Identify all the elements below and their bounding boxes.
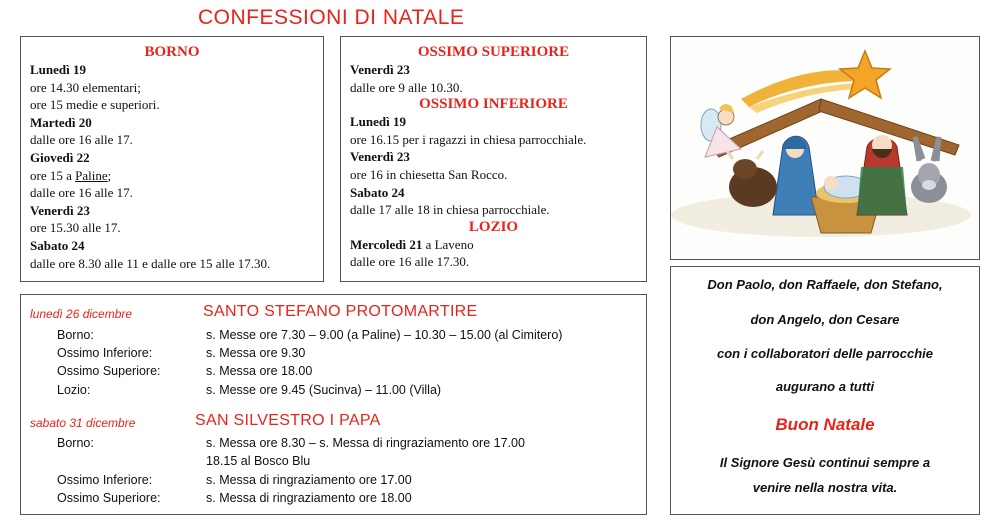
schedule-day: Mercoledì 21 (350, 236, 423, 252)
schedule-day: Martedì 20 (30, 114, 92, 130)
schedule-day: Sabato 24 (30, 237, 85, 253)
mass-place: Ossimo Superiore: (57, 364, 161, 378)
section-heading: OSSIMO INFERIORE (419, 96, 568, 113)
schedule-day: Giovedì 22 (30, 149, 90, 165)
schedule-line: ore 16.15 per i ragazzi in chiesa parrocchiale. (350, 131, 587, 147)
mass-title-santo-stefano: SANTO STEFANO PROTOMARTIRE (203, 303, 478, 320)
greeting-line: don Angelo, don Cesare (750, 312, 900, 327)
schedule-line: dalle ore 16 alle 17. (30, 132, 133, 148)
mass-schedules-box (20, 294, 647, 515)
schedule-line (30, 167, 323, 185)
schedule-day: Venerdì 23 (350, 62, 410, 77)
mass-detail: s. Messe ore 7.30 – 9.00 (a Paline) – 10.30 – 15.00 (al Cimitero) (206, 328, 563, 342)
greeting-highlight: Buon Natale (775, 415, 875, 434)
schedule-line: dalle 17 alle 18 in chiesa parrocchiale. (350, 202, 550, 218)
schedule-text: ore 15 a (30, 167, 76, 183)
mass-detail: s. Messa ore 8.30 – s. Messa di ringraziamento ore 17.00 (206, 436, 525, 450)
mass-place: Borno: (57, 436, 94, 450)
section-heading: LOZIO (468, 218, 519, 235)
mass-detail: s. Messa di ringraziamento ore 17.00 (206, 473, 412, 487)
nativity-image-box (670, 36, 980, 260)
mass-detail: s. Messe ore 9.45 (Sucinva) – 11.00 (Villa) (206, 383, 442, 397)
mass-title-san-silvestro: SAN SILVESTRO I PAPA (195, 412, 381, 429)
mass-date-santo-stefano: lunedì 26 dicembre (30, 307, 133, 321)
schedule-text: a Laveno (422, 236, 474, 252)
section-schedule (350, 113, 646, 219)
mass-detail: s. Messa ore 9.30 (206, 346, 306, 360)
schedule-day: Lunedì 19 (30, 62, 86, 77)
borno-schedule (30, 61, 323, 272)
ossimo-lozio-schedule (350, 44, 646, 271)
ossimo-lozio-confessions-box (340, 36, 647, 282)
schedule-day: Venerdì 23 (30, 202, 90, 218)
schedule-line: ore 16 in chiesetta San Rocco. (350, 166, 508, 182)
schedule-line: ore 15 medie e superiori. (30, 97, 160, 113)
schedule-line: ore 14.30 elementari; (30, 79, 141, 95)
schedule-line: dalle ore 16 alle 17. (30, 185, 133, 201)
borno-heading: BORNO (144, 44, 200, 60)
christmas-greeting-box (670, 266, 980, 515)
schedule-day: Venerdì 23 (350, 149, 410, 165)
borno-confessions-box (20, 36, 324, 282)
greeting-line: augurano a tutti (775, 379, 875, 394)
page-title: CONFESSIONI DI NATALE (198, 6, 465, 29)
schedule-line: dalle ore 16 alle 17.30. (350, 254, 470, 270)
mass-place: Borno: (57, 328, 94, 342)
mass-detail: 18.15 al Bosco Blu (206, 454, 311, 468)
greeting-line: con i collaboratori delle parrocchie (716, 346, 933, 361)
mass-detail: s. Messa di ringraziamento ore 18.00 (206, 491, 412, 505)
schedule-line: dalle ore 8.30 alle 11 e dalle ore 15 alle 17.30. (30, 255, 271, 271)
schedule-line (350, 236, 646, 254)
section-schedule (350, 236, 646, 271)
schedule-line: dalle ore 9 alle 10.30. (350, 79, 463, 95)
schedule-text: ; (107, 167, 112, 183)
mass-place: Lozio: (57, 383, 91, 397)
mass-place: Ossimo Inferiore: (57, 346, 153, 360)
greeting-closing-line: venire nella nostra vita. (752, 480, 898, 495)
section-schedule (350, 61, 646, 96)
mass-place: Ossimo Superiore: (57, 491, 161, 505)
schedule-place-link: Paline (75, 167, 108, 183)
greeting-closing-line: Il Signore Gesù continui sempre a (719, 455, 931, 470)
section-heading: OSSIMO SUPERIORE (417, 44, 570, 60)
schedule-day: Lunedì 19 (350, 114, 406, 130)
greeting-line: Don Paolo, don Raffaele, don Stefano, (707, 277, 943, 292)
schedule-day: Sabato 24 (350, 184, 405, 200)
schedule-line: ore 15.30 alle 17. (30, 220, 121, 236)
nativity-scene-illustration (671, 37, 979, 259)
mass-place: Ossimo Inferiore: (57, 473, 153, 487)
mass-date-san-silvestro: sabato 31 dicembre (30, 416, 136, 430)
mass-detail: s. Messa ore 18.00 (206, 364, 313, 378)
